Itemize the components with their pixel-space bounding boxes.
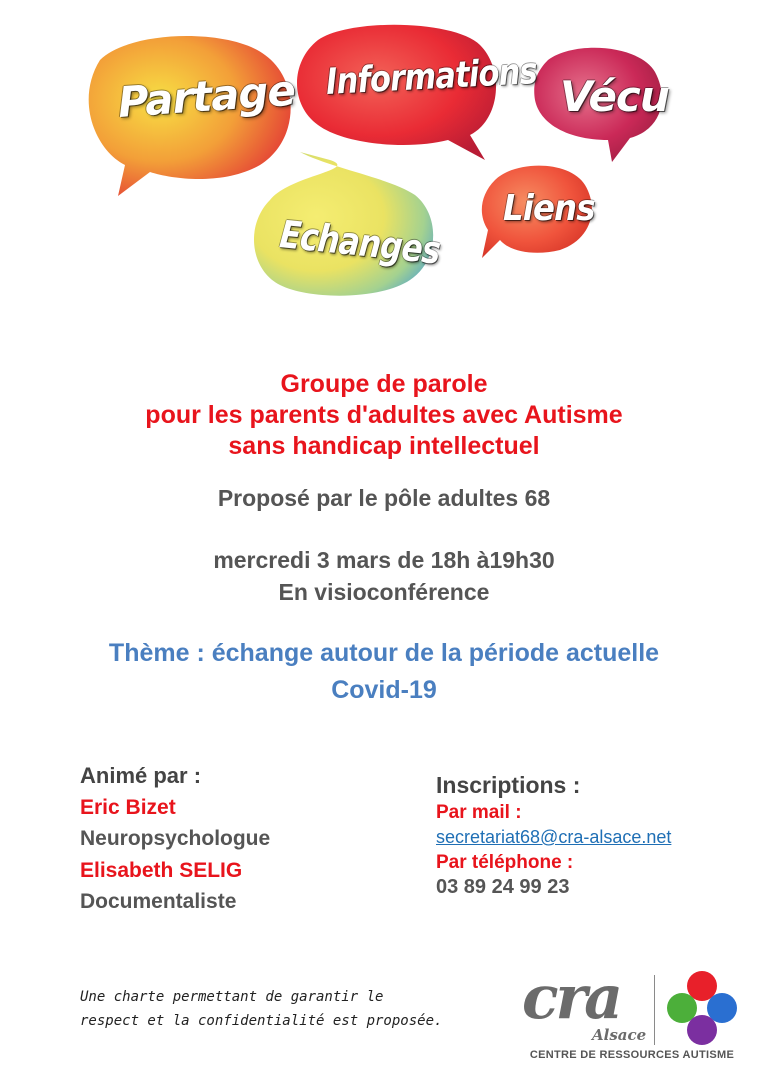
email-link[interactable]: secretariat68@cra-alsace.net (436, 827, 672, 847)
animator-1-name: Eric Bizet (80, 795, 176, 819)
animators-block (80, 760, 270, 918)
title-line-3: sans handicap intellectuel (228, 432, 540, 460)
bubble-label-vecu: Vécu (560, 72, 669, 121)
bubbles-graphic (0, 0, 768, 320)
animator-2-name: Elisabeth SELIG (80, 858, 243, 882)
logo-subtitle: CENTRE DE RESSOURCES AUTISME (529, 1049, 735, 1061)
bubble-label-informations: Informations (324, 50, 538, 103)
charter-note (80, 985, 442, 1033)
animator-1-role: Neuropsychologue (80, 827, 271, 850)
mail-label: Par mail : (436, 802, 522, 823)
theme-line-2: Covid-19 (331, 676, 437, 704)
bubble-label-liens: Liens (503, 188, 595, 229)
logo-region: Alsace (592, 1026, 647, 1044)
charter-line-2: respect et la confidentialité est proposée. (80, 1013, 443, 1029)
event-mode: En visioconférence (278, 579, 490, 605)
logo-wordmark: cra (522, 963, 621, 1033)
title-line-2: pour les parents d'adultes avec Autisme (145, 401, 623, 429)
bubble-label-echanges: Echanges (277, 212, 442, 273)
inscriptions-heading: Inscriptions : (436, 772, 581, 798)
phone-number: 03 89 24 99 23 (436, 876, 570, 898)
event-date: mercredi 3 mars de 18h à19h30 (213, 547, 555, 573)
bubble-label-partage: Partage (116, 65, 297, 127)
title-line-1: Groupe de parole (280, 370, 488, 398)
inscriptions-block (436, 770, 671, 900)
logo-divider (654, 975, 655, 1045)
proposer-line: Proposé par le pôle adultes 68 (217, 485, 551, 511)
theme-line-1: Thème : échange autour de la période actuelle (108, 639, 660, 667)
charter-line-1: Une charte permettant de garantir le (80, 989, 384, 1005)
animator-2-role: Documentaliste (80, 890, 237, 913)
animators-heading: Animé par : (80, 763, 202, 788)
phone-label: Par téléphone : (436, 852, 574, 873)
logo-dots-icon (662, 968, 742, 1048)
